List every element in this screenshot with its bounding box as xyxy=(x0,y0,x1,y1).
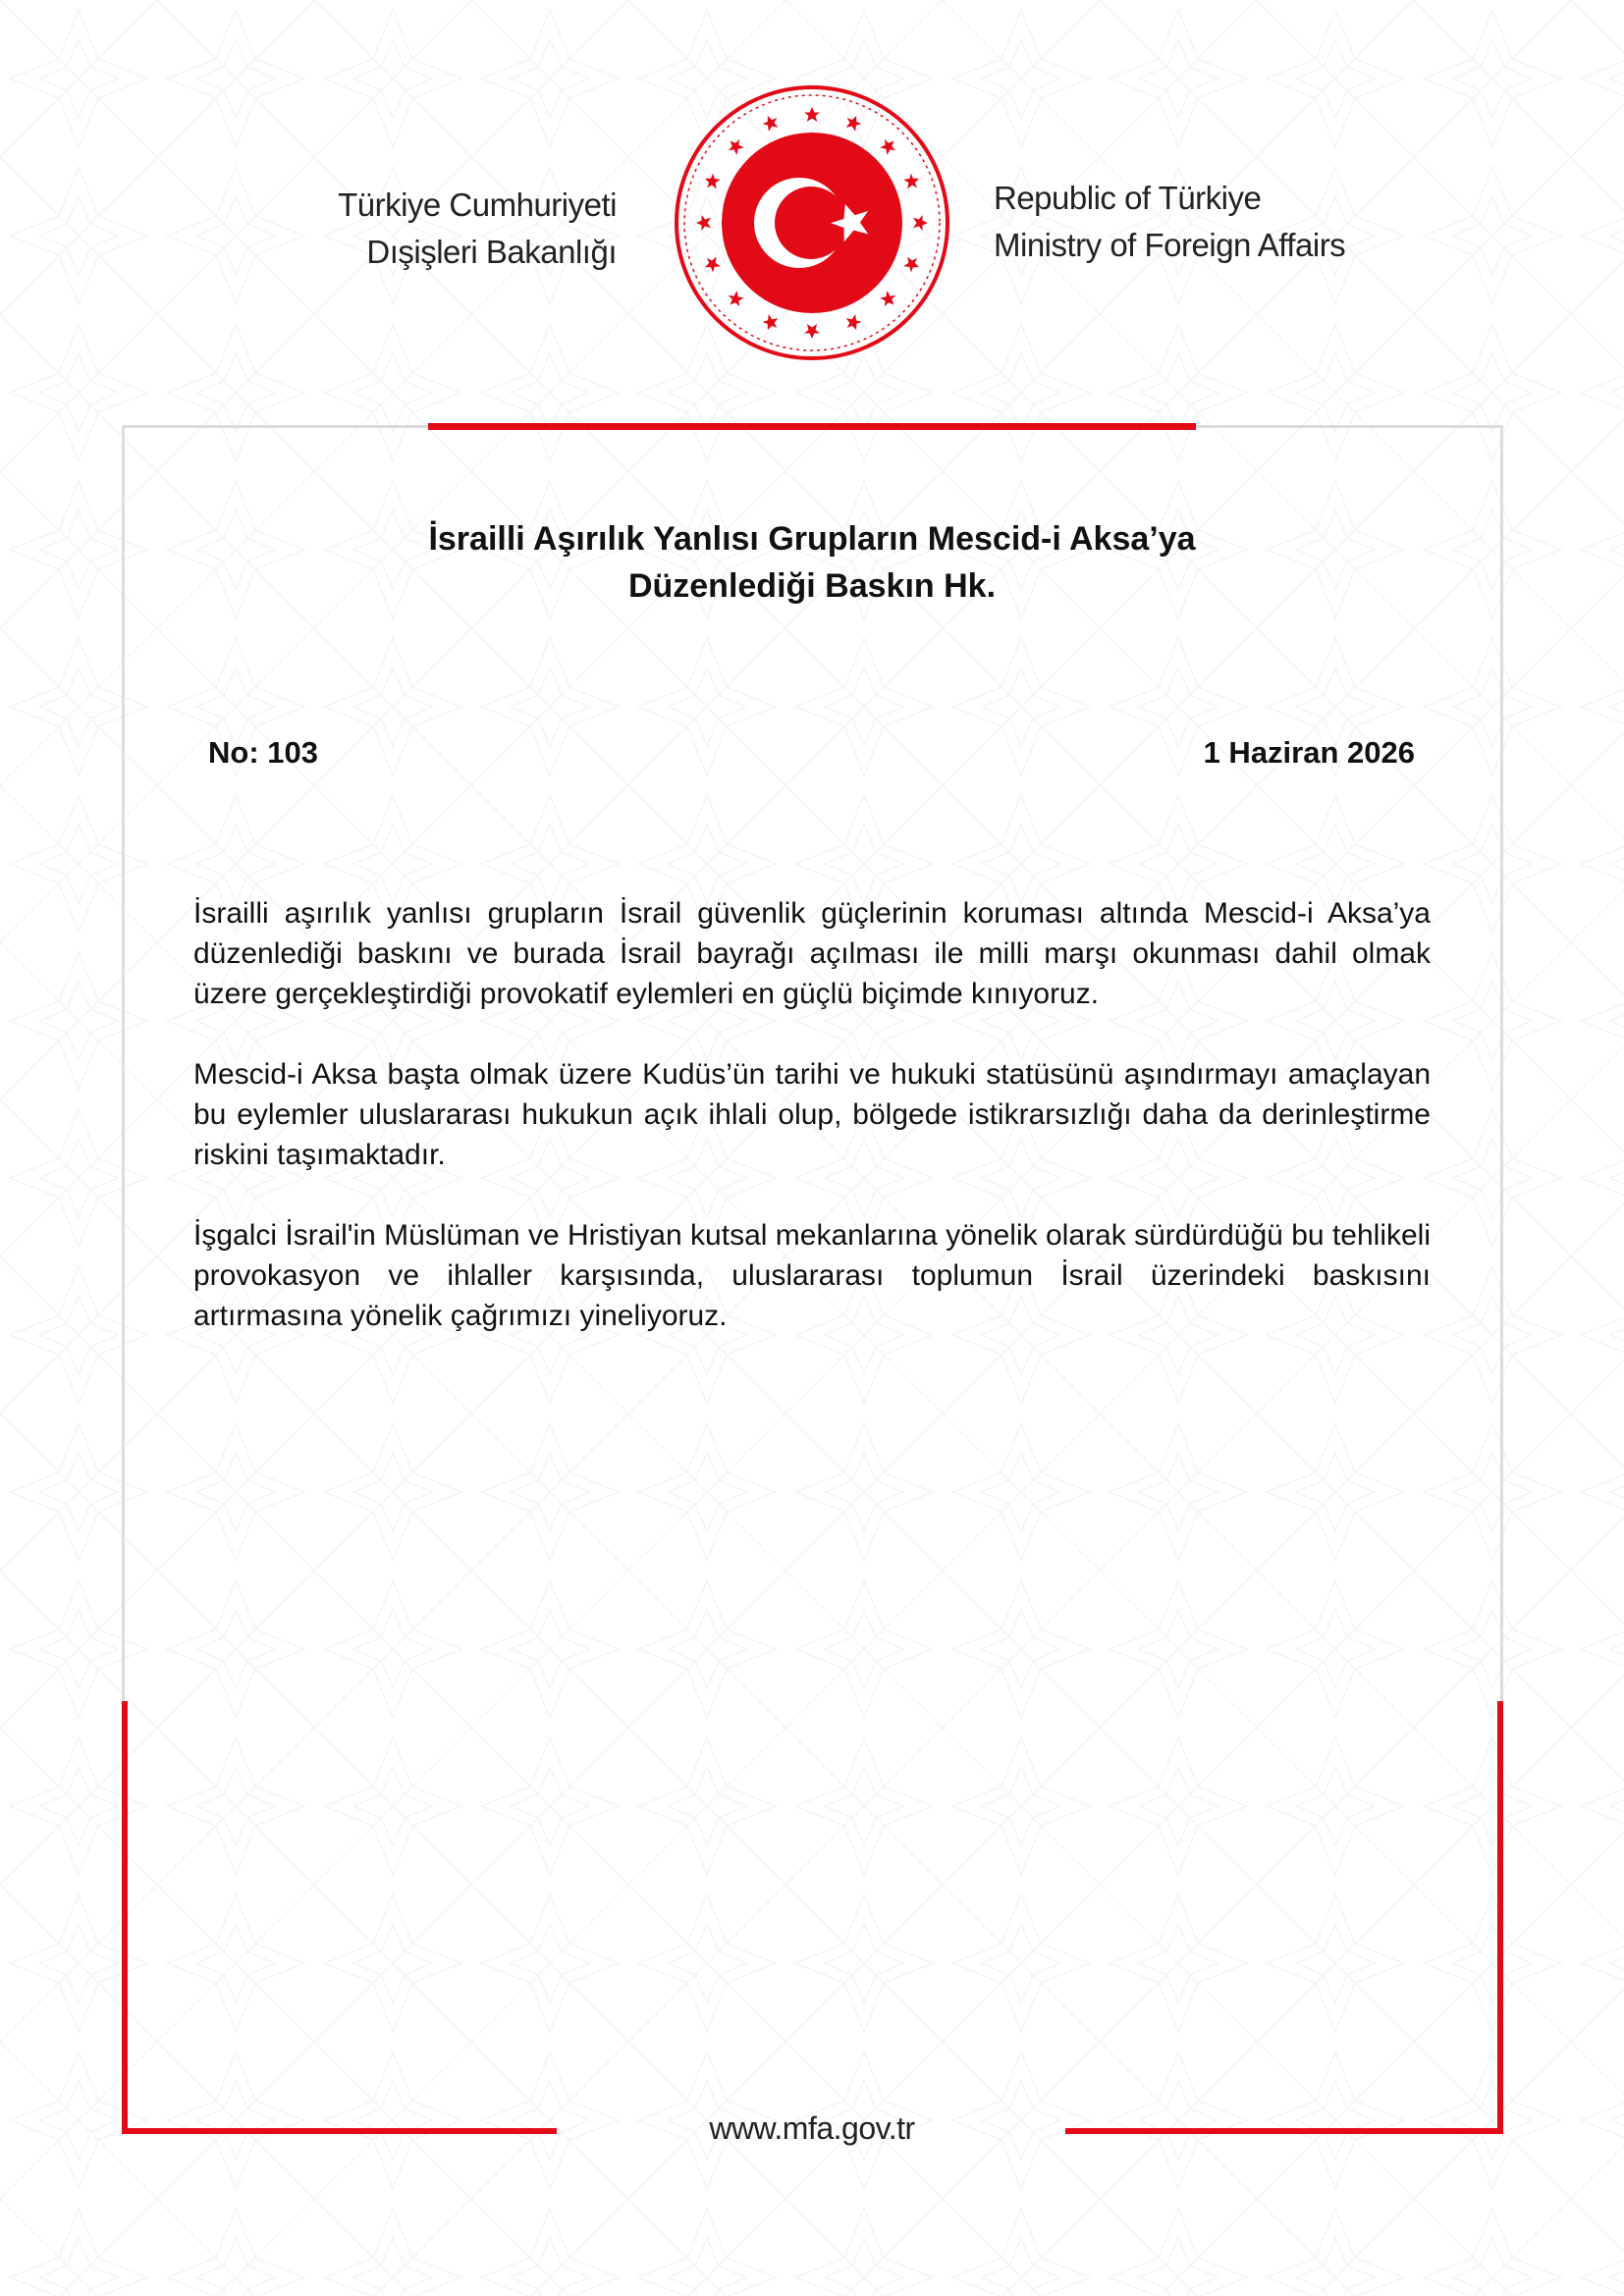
body-paragraph: İsrailli aşırılık yanlısı grupların İsrail güvenlik güçlerinin koruması altında Mescid-i Aksa’ya düzenlediği baskını ve burada İsrail bayrağı açılması ile milli marşı okunması dahil olmak üzere gerçekleştirdiği provokatif eylemleri en güçlü biçimde kınıyoruz. xyxy=(193,897,1431,1010)
org-name-english-line1: Republic of Türkiye xyxy=(994,180,1262,216)
footer-website-link[interactable]: www.mfa.gov.tr xyxy=(709,2110,915,2146)
org-name-turkish-line2: Dışişleri Bakanlığı xyxy=(366,234,617,270)
document-title-line2: Düzenlediği Baskın Hk. xyxy=(627,567,997,605)
frame-accent-left xyxy=(122,1701,128,2134)
document-body xyxy=(193,893,1431,1376)
body-paragraph: İşgalci İsrail'in Müslüman ve Hristiyan kutsal mekanlarına yönelik olarak sürdürdüğü bu tehlikeli provokasyon ve ihlaller karşısında, uluslararası toplumun İsrail üzerindeki baskısını artırmasına yönelik çağrımızı yineliyoruz. xyxy=(193,1219,1431,1332)
frame-border-left xyxy=(122,425,125,1701)
frame-border-right xyxy=(1500,425,1503,1701)
document-title-line1: İsrailli Aşırılık Yanlısı Grupların Mescid-i Aksa’ya xyxy=(428,520,1196,558)
document-title xyxy=(196,515,1428,610)
body-paragraph: Mescid-i Aksa başta olmak üzere Kudüs’ün tarihi ve hukuki statüsünü aşındırmayı amaçlayan bu eylemler uluslararası hukukun açık ihlali olup, bölgede istikrarsızlığı daha da derinleştirme riskini taşımaktadır. xyxy=(193,1058,1431,1171)
document-date: 1 Haziran 2026 xyxy=(1203,735,1415,770)
ministry-seal-crescent-star-icon xyxy=(672,82,952,363)
org-name-english-line2: Ministry of Foreign Affairs xyxy=(994,227,1346,263)
document-number: No: 103 xyxy=(208,735,318,770)
org-name-turkish-line1: Türkiye Cumhuriyeti xyxy=(338,187,617,223)
org-name-english xyxy=(994,175,1345,269)
frame-accent-top xyxy=(428,423,1196,430)
org-name-turkish xyxy=(338,182,617,276)
frame-accent-right xyxy=(1497,1701,1503,2134)
